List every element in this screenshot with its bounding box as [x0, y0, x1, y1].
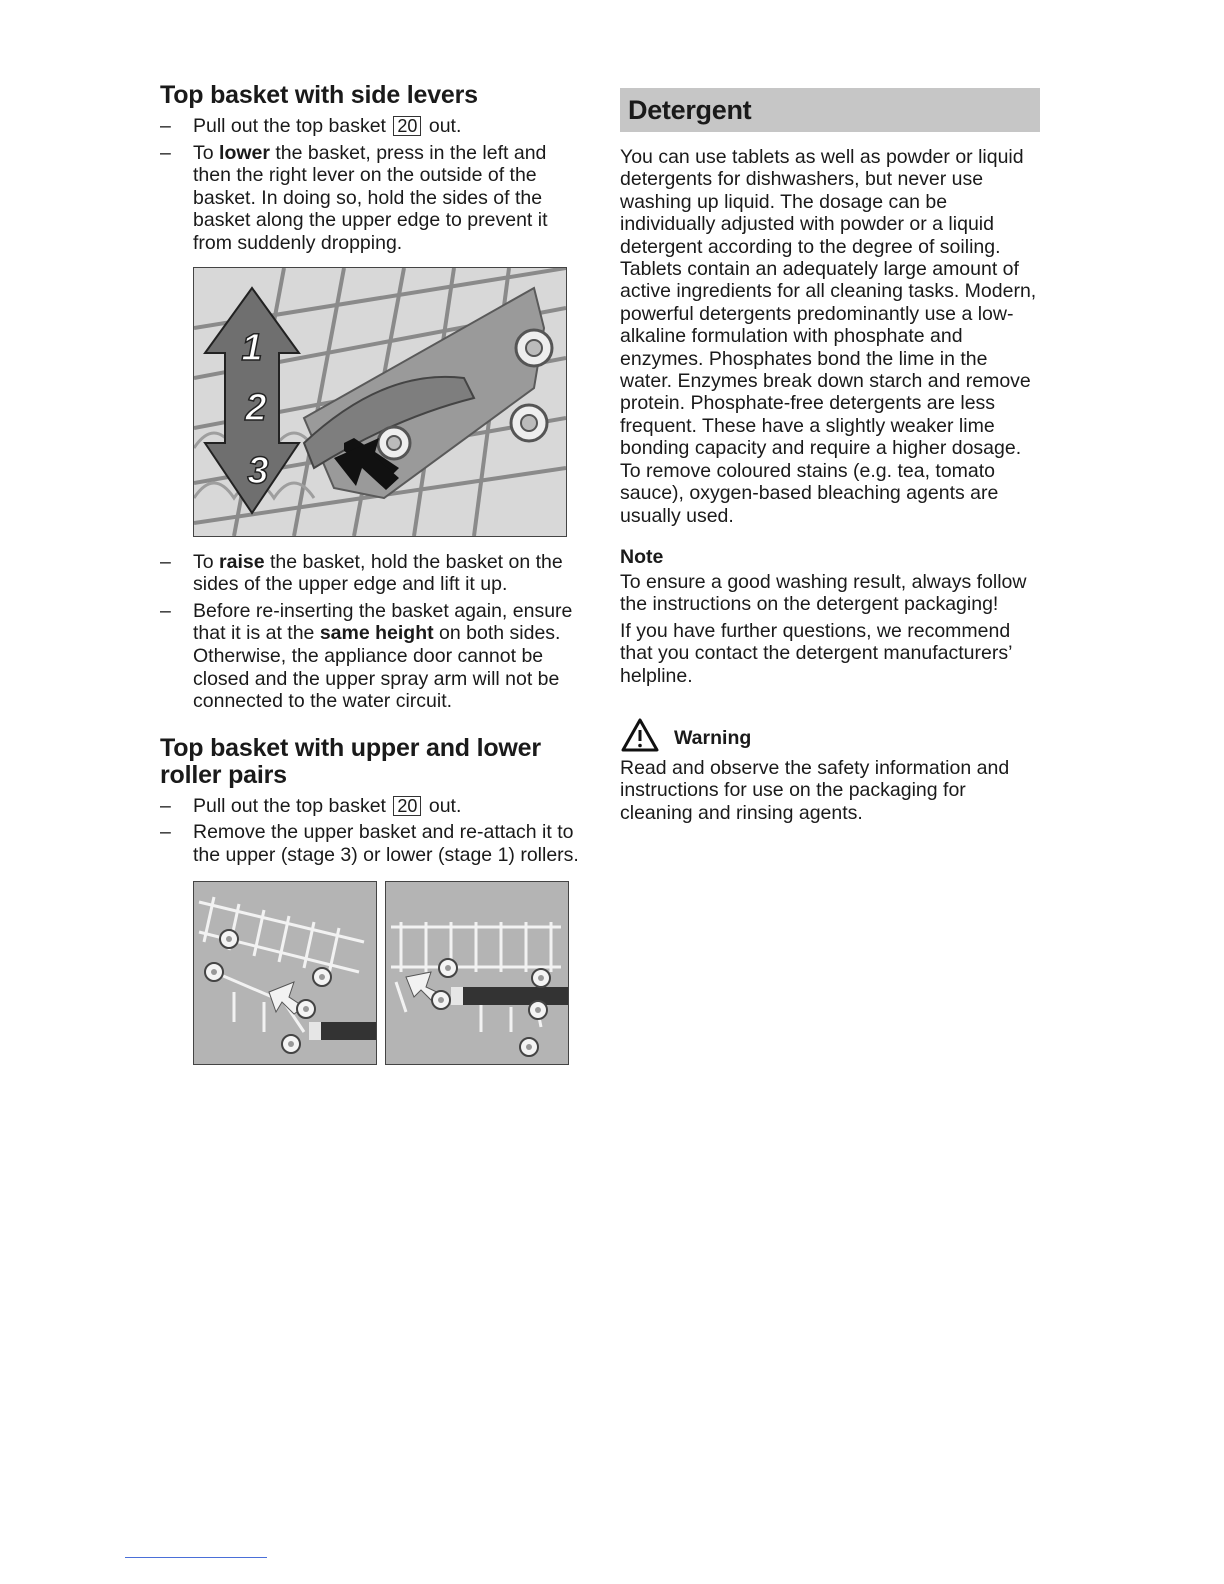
detergent-banner: [620, 88, 1040, 132]
warning-title: Warning: [674, 726, 752, 749]
list-item: – To lower the basket, press in the left and then the right lever on the outside of the basket. In doing so, hold the sides of the basket along the upper edge to prevent it from suddenly dropping.: [160, 142, 580, 255]
figure-label-1: 1: [241, 326, 263, 369]
figure-rollers-lower: [385, 881, 569, 1065]
side-levers-steps: [160, 115, 580, 255]
note-text-2: If you have further questions, we recommend that you contact the detergent manufacturers’ helpline.: [620, 619, 1012, 687]
list-item: – Before re-inserting the basket again, ensure that it is at the same height on both sides. Otherwise, the appliance door cannot be closed and the upper spray arm will not be connected to the water circuit.: [160, 600, 580, 713]
figure-label-2: 2: [245, 386, 267, 429]
note-text-1: To ensure a good washing result, always follow the instructions on the detergent packaging!: [620, 570, 1027, 616]
roller-pairs-steps: [160, 795, 580, 867]
warning-text: Read and observe the safety information and instructions for use on the packaging for cleaning and rinsing agents.: [620, 756, 1010, 824]
roller-figures: [193, 881, 580, 1065]
detergent-body: You can use tablets as well as powder or liquid detergents for dishwashers, but never use washing up liquid. The dosage can be individually adjusted with powder or a liquid detergent according to the degree of soiling. Tablets contain an adequately large amount of active ingredients for all cleaning tasks. Modern, powerful detergents predominantly use a low-alkaline formulation with phosphate and enzymes. Phosphates bond the lime in the water. Enzymes break down starch and remove protein. Phosphate-free detergents are less frequent. These have a slightly weaker lime bonding capacity and require a higher dosage. To remove coloured stains (e.g. tea, tomato sauce), oxygen-based bleaching agents are usually used.: [620, 146, 1037, 527]
list-item: – To raise the basket, hold the basket on the sides of the upper edge and lift it up.: [160, 551, 580, 596]
list-item: – Remove the upper basket and re-attach it to the upper (stage 3) or lower (stage 1) rollers.: [160, 821, 580, 866]
side-levers-steps-continued: [160, 551, 580, 713]
list-item: – Pull out the top basket 20 out.: [160, 115, 580, 138]
footer-rule: [125, 1557, 267, 1558]
reference-number: 20: [393, 116, 421, 136]
figure-side-lever-basket: [193, 267, 567, 537]
figure-label-3: 3: [247, 449, 269, 492]
note-title: Note: [620, 545, 664, 568]
section-title-roller-pairs: Top basket with upper and lower roller pairs: [160, 733, 541, 789]
page-title: Detergent: [628, 94, 752, 125]
right-column: [620, 88, 1040, 824]
section-title-side-levers: Top basket with side levers: [160, 81, 478, 109]
reference-number: 20: [393, 796, 421, 816]
figure-rollers-upper: [193, 881, 377, 1065]
warning-icon: [620, 717, 660, 753]
list-item: – Pull out the top basket 20 out.: [160, 795, 580, 818]
warning-heading: [620, 717, 1040, 753]
left-column: [160, 82, 580, 1065]
